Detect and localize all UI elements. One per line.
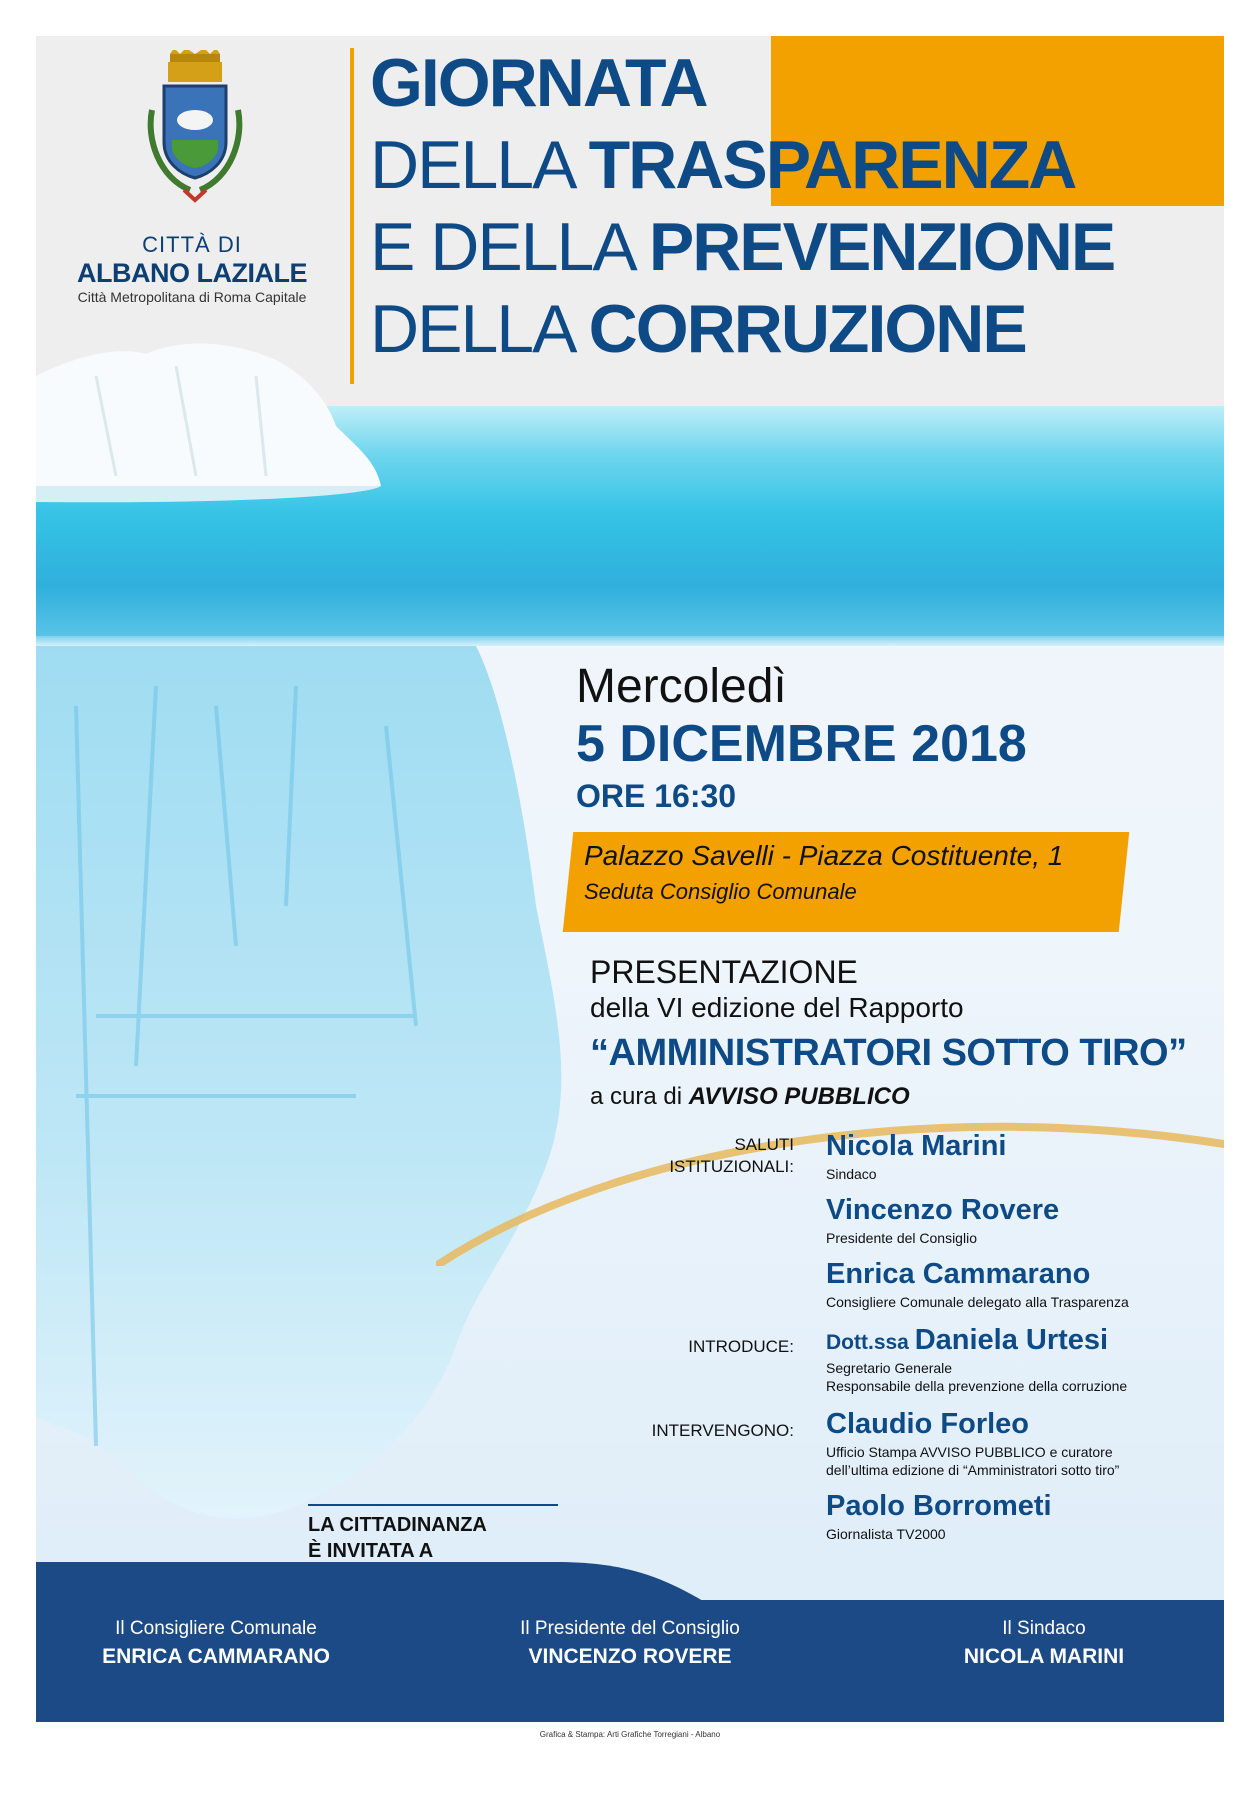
iceberg-tip-image xyxy=(36,336,396,506)
intervengono-label: INTERVENGONO: xyxy=(651,1421,794,1440)
event-time: ORE 16:30 xyxy=(576,778,737,814)
city-crest-logo xyxy=(124,50,266,220)
venue-address: Palazzo Savelli - Piazza Costituente, 1 xyxy=(584,840,1064,871)
venue-session: Seduta Consiglio Comunale xyxy=(584,879,857,904)
title-accent-bar xyxy=(350,48,354,384)
event-date: 5 DICEMBRE 2018 xyxy=(576,715,1027,773)
title-line-4: DELLA CORRUZIONE xyxy=(370,291,1026,367)
speaker-role: Responsabile della prevenzione della corruzione xyxy=(826,1378,1128,1394)
speaker-name: Paolo Borrometi xyxy=(826,1490,1052,1522)
event-weekday: Mercoledì xyxy=(576,660,787,713)
speaker-role: Giornalista TV2000 xyxy=(826,1526,946,1542)
city-name: ALBANO LAZIALE xyxy=(77,258,307,288)
iceberg-underwater-image xyxy=(36,646,596,1546)
title-line-3: E DELLA PREVENZIONE xyxy=(370,209,1115,285)
speaker-role: Consigliere Comunale delegato alla Trasparenza xyxy=(826,1294,1129,1310)
speaker-role: Sindaco xyxy=(826,1166,877,1182)
speaker-role: Segretario Generale xyxy=(826,1360,953,1376)
date-block xyxy=(576,660,1027,818)
speaker-name: Claudio Forleo xyxy=(826,1408,1029,1440)
city-prefix: CITTÀ DI xyxy=(142,232,242,257)
poster xyxy=(36,36,1224,1722)
speaker-name: Enrica Cammarano xyxy=(826,1258,1091,1290)
saluti-label: SALUTI ISTITUZIONALI: xyxy=(669,1135,794,1176)
presentation-subheading: della VI edizione del Rapporto xyxy=(590,992,964,1023)
speaker-role: dell’ultima edizione di “Amministratori sotto tiro” xyxy=(826,1462,1120,1478)
waterline xyxy=(36,636,1224,646)
signature-president: Il Presidente del Consiglio VINCENZO ROVERE xyxy=(520,1618,740,1668)
report-title: “AMMINISTRATORI SOTTO TIRO” xyxy=(590,1032,1187,1074)
speaker-role: Presidente del Consiglio xyxy=(826,1230,977,1246)
city-subtitle: Città Metropolitana di Roma Capitale xyxy=(77,289,307,305)
citizen-invitation: LA CITTADINANZA È INVITATA A xyxy=(308,1504,558,1598)
curated-by: a cura di AVVISO PUBBLICO xyxy=(590,1083,910,1110)
venue-text xyxy=(584,836,1063,908)
speaker-role: Ufficio Stampa AVVISO PUBBLICO e curatore xyxy=(826,1444,1113,1460)
speaker-name: Nicola Marini xyxy=(826,1130,1007,1162)
presentation-heading: PRESENTAZIONE xyxy=(590,954,858,990)
signature-mayor: Il Sindaco NICOLA MARINI xyxy=(963,1618,1125,1668)
speaker-name: Vincenzo Rovere xyxy=(826,1194,1060,1226)
introduce-label: INTRODUCE: xyxy=(688,1337,794,1356)
title-line-2: DELLA TRASPARENZA xyxy=(370,127,1076,203)
event-title xyxy=(370,42,1114,370)
city-name-block xyxy=(36,232,348,305)
print-credit: Grafica & Stampa: Arti Grafiche Torregiani - Albano xyxy=(539,1730,721,1739)
speaker-name: Dott.ssa Daniela Urtesi xyxy=(826,1324,1109,1356)
title-line-1: GIORNATA xyxy=(370,45,707,121)
presentation-block xyxy=(590,954,1187,1114)
signature-councillor: Il Consigliere Comunale ENRICA CAMMARANO xyxy=(102,1618,330,1668)
